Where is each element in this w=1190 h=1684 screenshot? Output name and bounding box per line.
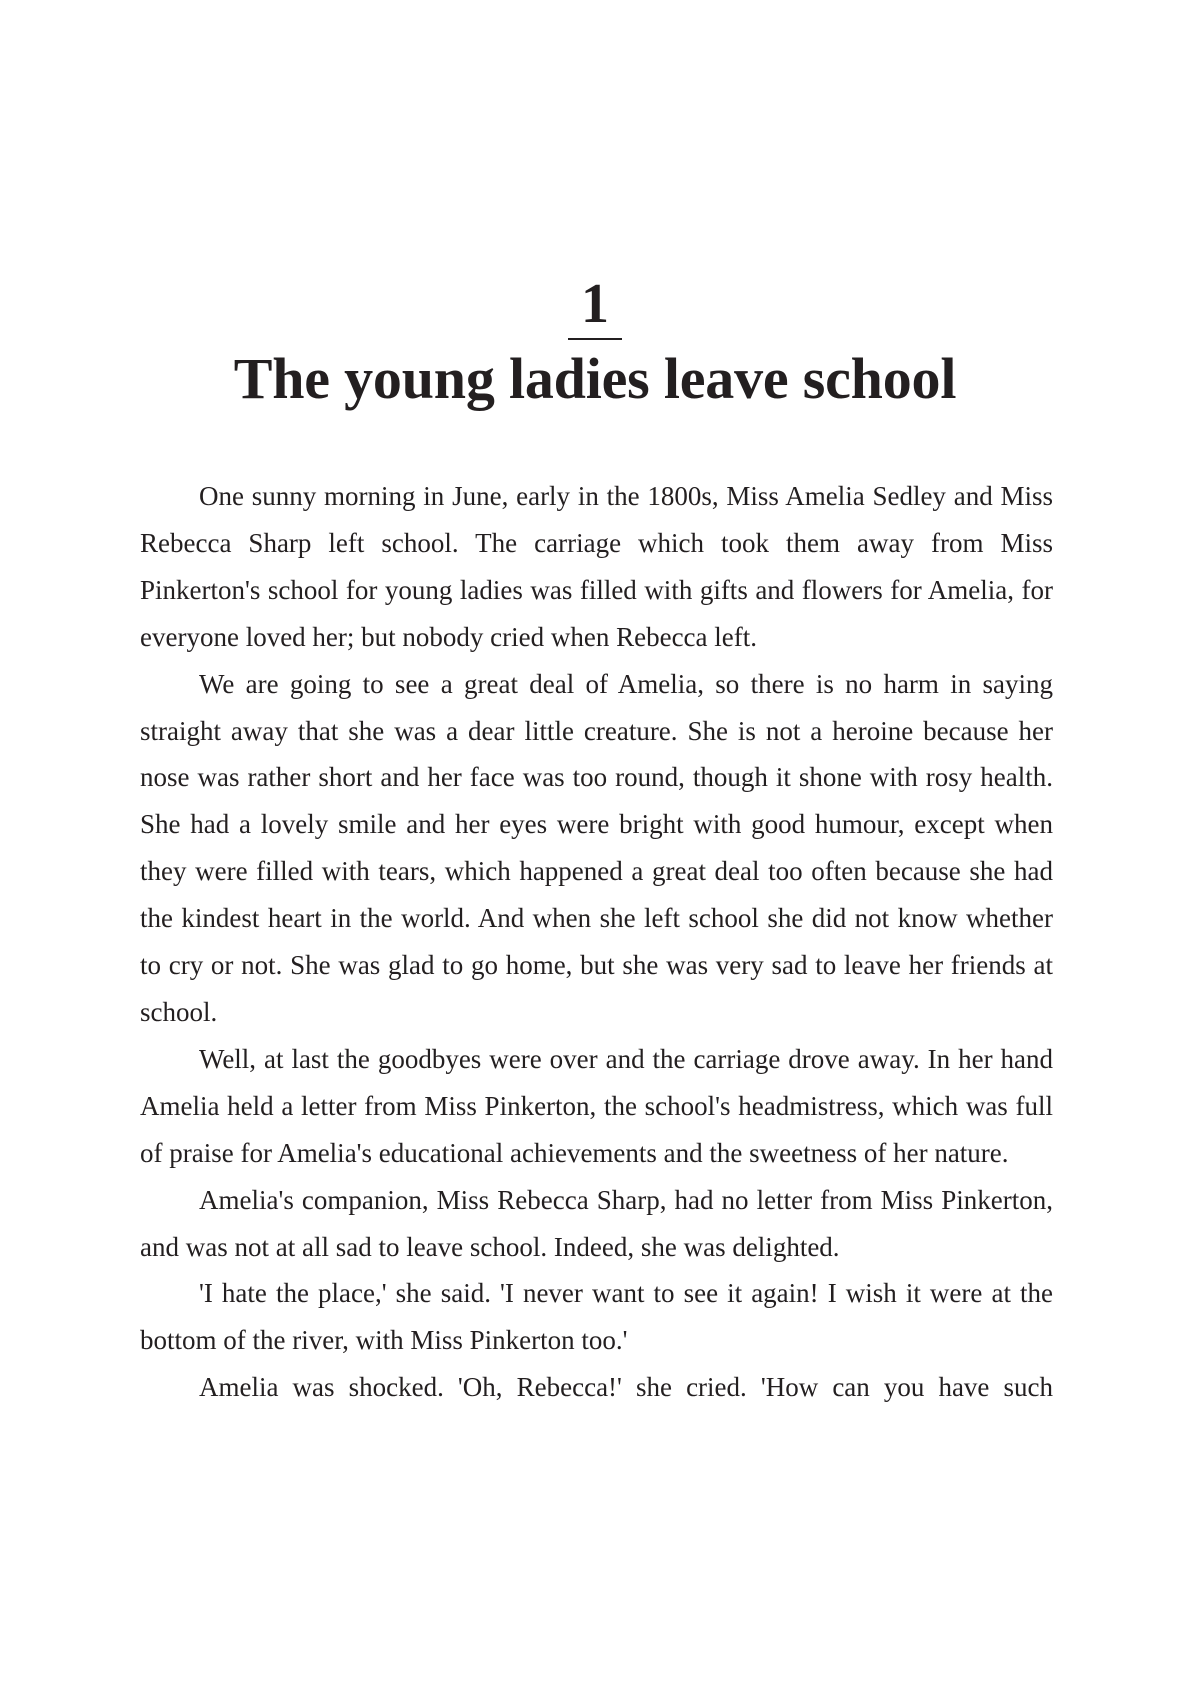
paragraph: One sunny morning in June, early in the 1800s, Miss Amelia Sedley and Miss Rebecca Sharp left school. The carriage which took them away from Miss Pinkerton's school for young ladies was filled with gifts and flowers for Amelia, for everyone loved her; but nobody cried when Rebecca left.: [140, 481, 1053, 652]
paragraph: We are going to see a great deal of Amelia, so there is no harm in saying straight away that she was a dear little creature. She is not a heroine because her nose was rather short and her face was too round, though it shone with rosy health. She had a lovely smile and her eyes were bright with good humour, except when they were filled with tears, which happened a great deal too often because she had the kindest heart in the world. And when she left school she did not know whether to cry or not. She was glad to go home, but she was very sad to leave her friends at school.: [140, 668, 1053, 1027]
chapter-number: 1: [568, 276, 622, 340]
chapter-title: The young ladies leave school: [233, 346, 957, 411]
paragraph: Amelia's companion, Miss Rebecca Sharp, had no letter from Miss Pinkerton, and was not at all sad to leave school. Indeed, she was delighted.: [140, 1184, 1053, 1262]
paragraph: Well, at last the goodbyes were over and the carriage drove away. In her hand Amelia held a letter from Miss Pinkerton, the school's headmistress, which was full of praise for Amelia's educational achievements and the sweetness of her nature.: [140, 1043, 1053, 1168]
chapter-heading: [0, 273, 1190, 340]
paragraph: Amelia was shocked. 'Oh, Rebecca!' she cried. 'How can you have such: [199, 1372, 1053, 1403]
paragraph: 'I hate the place,' she said. 'I never want to see it again! I wish it were at the bottom of the river, with Miss Pinkerton too.': [140, 1278, 1053, 1356]
chapter-body: [140, 473, 1053, 1411]
